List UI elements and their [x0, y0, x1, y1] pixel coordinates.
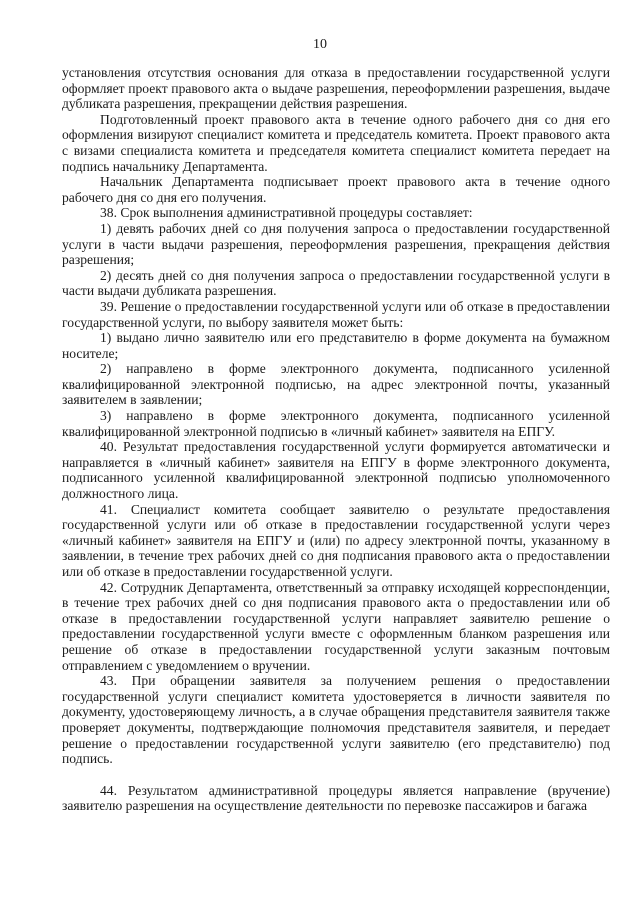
paragraph-41: 41. Специалист комитета сообщает заявителю о результате предоставления государственной услуги или об отказе в предоставлении государственной услуги через «личный кабинет» заявителя на ЕПГУ и (или) по адресу электронной почты, указанному в заявлении, в течение трех рабочих дней со дня подписания правового акта о предоставлении или об отказе в предоставлении государственной услуги.	[62, 501, 610, 579]
paragraph-39-item-2: 2) направлено в форме электронного документа, подписанного усиленной квалифицированной электронной подписью, на адрес электронной почты, указанный заявителем в заявлении;	[62, 361, 610, 408]
paragraph-43: 43. При обращении заявителя за получением решения о предоставлении государственной услуги специалист комитета удостоверяется в личности заявителя по документу, удостоверяющему личность, а в случае обращения представителя заявителя также проверяет документы, подтверждающие полномочия представителя заявителя, и передает решение о предоставлении государственной услуги заявителю (его представителю) под подпись.	[62, 673, 610, 767]
paragraph-39-item-1: 1) выдано лично заявителю или его представителю в форме документа на бумажном носителе;	[62, 330, 610, 361]
paragraph-draft-approval: Подготовленный проект правового акта в течение одного рабочего дня со дня его оформления визируют специалист комитета и председатель комитета. Проект правового акта с визами специалиста комитета и председателя комитета специалист комитета передает на подпись начальнику Департамента.	[62, 111, 610, 174]
page-number: 10	[313, 37, 327, 52]
paragraph-continuation: установления отсутствия основания для отказа в предоставлении государственной услуги оформляет проект правового акта о выдаче разрешения, переоформлении разрешения, выдаче дубликата разрешения, прекращении действия разрешения.	[62, 65, 610, 112]
document-body	[62, 65, 610, 814]
paragraph-39: 39. Решение о предоставлении государственной услуги или об отказе в предоставлении государственной услуги, по выбору заявителя может быть:	[62, 298, 610, 330]
paragraph-38-item-1: 1) девять рабочих дней со дня получения запроса о предоставлении государственной услуги в части выдачи разрешения, переоформления разрешения, прекращения действия разрешения;	[62, 220, 610, 268]
paragraph-38-item-2: 2) десять дней со дня получения запроса о предоставлении государственной услуги в части выдачи дубликата разрешения.	[62, 267, 610, 299]
paragraph-head-signs: Начальник Департамента подписывает проект правового акта в течение одного рабочего дня со дня его получения.	[62, 174, 610, 205]
paragraph-38: 38. Срок выполнения административной процедуры составляет:	[100, 205, 473, 221]
paragraph-40: 40. Результат предоставления государственной услуги формируется автоматически и направляется в «личный кабинет» заявителя на ЕПГУ в форме электронного документа, подписанного усиленной квалифицированной электронной подписью уполномоченного должностного лица.	[62, 439, 610, 502]
paragraph-39-item-3: 3) направлено в форме электронного документа, подписанного усиленной квалифицированной электронной подписью в «личный кабинет» заявителя на ЕПГУ.	[62, 408, 610, 439]
paragraph-44: 44. Результатом административной процедуры является направление (вручение) заявителю разрешения на осуществление деятельности по перевозке пассажиров и багажа	[62, 782, 610, 814]
paragraph-42: 42. Сотрудник Департамента, ответственный за отправку исходящей корреспонденции, в течение трех рабочих дней со дня подписания правового акта о предоставлении или об отказе в предоставлении государственной услуги направляет заявителю решение о предоставлении государственной услуги вместе с оформленным бланком разрешения или решение об отказе в предоставлении государственной услуги заказным почтовым отправлением с уведомлением о вручении.	[62, 579, 610, 673]
